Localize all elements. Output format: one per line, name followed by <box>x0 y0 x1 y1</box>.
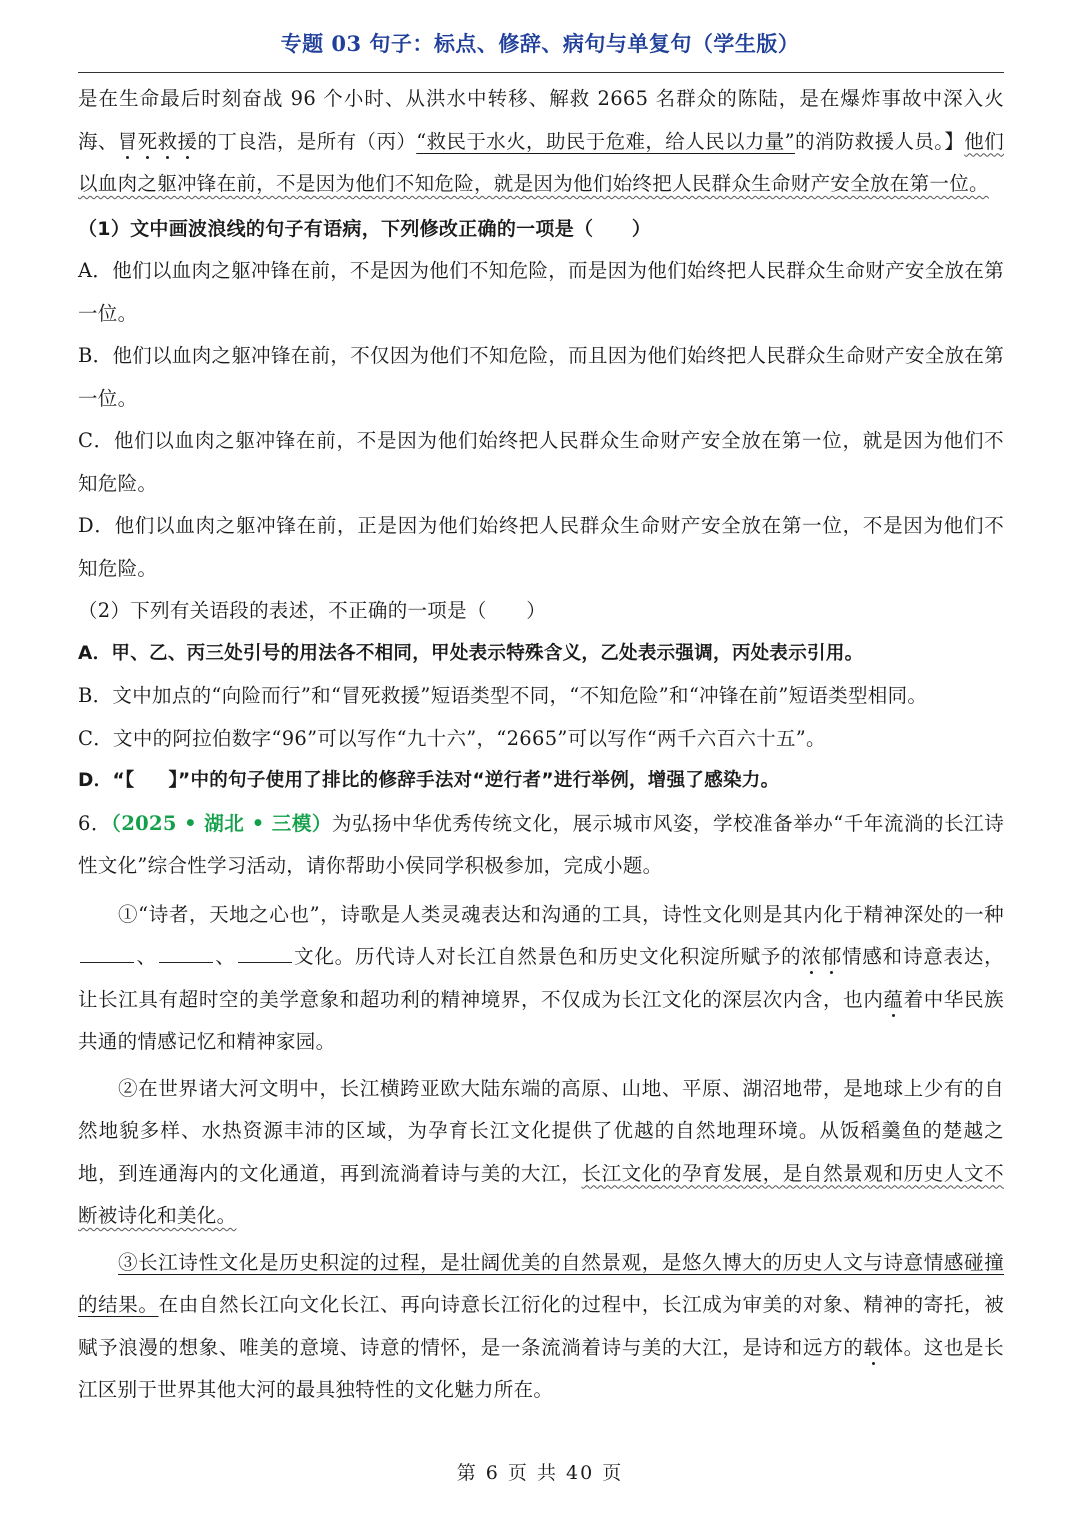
question-number: 6． <box>78 811 112 835</box>
q2-option-a: A．甲、乙、丙三处引号的用法各不相同，甲处表示特殊含义，乙处表示强调，丙处表示引用。 <box>78 642 864 664</box>
para1-text-d: 着中华民族共通的情感记忆和精神家园。 <box>78 987 1004 1053</box>
dotted-char: 浓 <box>801 945 822 968</box>
page-header: 专题 03 句子：标点、修辞、病句与单复句（学生版） <box>280 31 800 56</box>
quoted-phrase: “救民于水火，助民于危难，给人民以力量” <box>416 129 795 153</box>
dotted-char: 载 <box>863 1335 884 1359</box>
para2-text: ②在世界诸大河文明中，长江横跨亚欧大陆东端的高原、山地、平原、湖沼地带，是地球上少有的自然地貌多样、水热资源丰沛的区域，为孕育长江文化提供了优越的自然地理环境。从饭稻羹鱼的楚越之地，到连通海内的文化通道，再到流淌着诗与美的大江， <box>78 1076 1004 1185</box>
q2-d-part-2: 】”中的句子使用了排比的修辞手法对“逆行者”进行举例，增强了感染力。 <box>168 770 780 791</box>
question-6-text: 为弘扬中华优秀传统文化，展示城市风姿，学校准备举办“千年流淌的长江诗性文化”综合性学习活动，请你帮助小侯同学积极参加，完成小题。 <box>78 811 1005 877</box>
page-content <box>78 78 1004 1412</box>
para3-text-b: 体。这也是长江区别于世界其他大河的最具独特性的文化魅力所在。 <box>78 1335 1004 1401</box>
para1-text-c: 情感和诗意表达，让长江具有超时空的美学意象和超功利的精神境界，不仅成为长江文化的深层次内含，也内 <box>78 945 1004 1011</box>
blank-separator: 、 <box>136 945 157 968</box>
q1-option-a: A．他们以血肉之躯冲锋在前，不是因为他们不知危险，而是因为他们始终把人民群众生命财产安全放在第一位。 <box>78 259 1004 325</box>
wavy-underlined-sentence: 他们以血肉之躯冲锋在前，不是因为他们不知危险，就是因为他们始终把人民群众生命财产安全放在第一位。 <box>78 129 1004 195</box>
dotted-char: 郁 <box>821 945 843 968</box>
reading-paragraph-3 <box>78 1242 1004 1412</box>
passage-text-2: 的丁良浩，是所有（丙） <box>197 129 417 153</box>
para1-text-b: 文化。历代诗人对长江自然景色和历史文化积淀所赋予的 <box>293 945 802 968</box>
q1-option-b: B．他们以血肉之躯冲锋在前，不仅因为他们不知危险，而且因为他们始终把人民群众生命财产安全放在第一位。 <box>78 344 1004 410</box>
para1-text-a: ①“诗者，天地之心也”，诗歌是人类灵魂表达和沟通的工具，诗性文化则是其内化于精神深处的一种 <box>118 902 1004 926</box>
header-divider <box>78 72 1004 73</box>
fill-blank-3[interactable] <box>238 944 292 963</box>
para3-text-a: 在由自然长江向文化长江、再向诗意长江衍化的过程中，长江成为审美的对象、精神的寄托，被赋予浪漫的想象、唯美的意境、诗意的情怀，是一条流淌着诗与美的大江，是诗和远方的 <box>78 1293 1005 1359</box>
fill-blank-1[interactable] <box>80 944 134 963</box>
question-6-intro <box>78 803 1004 888</box>
reading-paragraph-2 <box>78 1068 1004 1238</box>
passage-paragraph <box>78 78 1004 206</box>
dotted-char: 救 <box>157 129 178 153</box>
q1-option-d: D．他们以血肉之躯冲锋在前，正是因为他们始终把人民群众生命财产安全放在第一位，不是因为他们不知危险。 <box>78 514 1004 580</box>
reading-paragraph-1 <box>78 894 1004 1064</box>
question-source-tag: （2025 • 湖北 • 三模） <box>111 811 332 835</box>
wavy-underlined-sentence: 长江文化的孕育发展，是自然景观和历史人文不断被诗化和美化。 <box>78 1161 1004 1227</box>
question-2-stem: （2）下列有关语段的表述，不正确的一项是（ ） <box>78 599 547 622</box>
question-1-stem: （1）文中画波浪线的句子有语病，下列修改正确的一项是（ ） <box>78 217 652 240</box>
blank-separator: 、 <box>214 945 236 968</box>
dotted-char: 援 <box>177 129 198 153</box>
fill-blank-2[interactable] <box>159 944 213 963</box>
page-footer: 第 6 页 共 40 页 <box>456 1462 624 1484</box>
passage-text-1: 是在生命最后时刻奋战 96 个小时、从洪水中转移、解救 2665 名群众的陈陆，是在爆炸事故中深入火海、 <box>78 87 1004 153</box>
passage-text-3: 的消防救援人员。】 <box>794 129 965 153</box>
q2-option-c: C．文中的阿拉伯数字“96”可以写作“九十六”，“2665”可以写作“两千六百六十五”。 <box>78 726 826 750</box>
underlined-sentence: ③长江诗性文化是历史积淀的过程，是壮阔优美的自然景观，是悠久博大的历史人文与诗意情感碰撞的结果。 <box>78 1250 1004 1316</box>
dotted-char: 冒 <box>117 129 138 153</box>
dotted-char: 死 <box>137 129 158 153</box>
q1-option-c: C．他们以血肉之躯冲锋在前，不是因为他们始终把人民群众生命财产安全放在第一位，就是因为他们不知危险。 <box>78 429 1004 495</box>
dotted-char: 蕴 <box>883 987 904 1011</box>
q2-option-b: B．文中加点的“向险而行”和“冒死救援”短语类型不同，“不知危险”和“冲锋在前”短语类型相同。 <box>78 684 928 707</box>
q2-d-part-1: D．“【 <box>78 770 135 791</box>
q2-option-d <box>78 760 1004 803</box>
